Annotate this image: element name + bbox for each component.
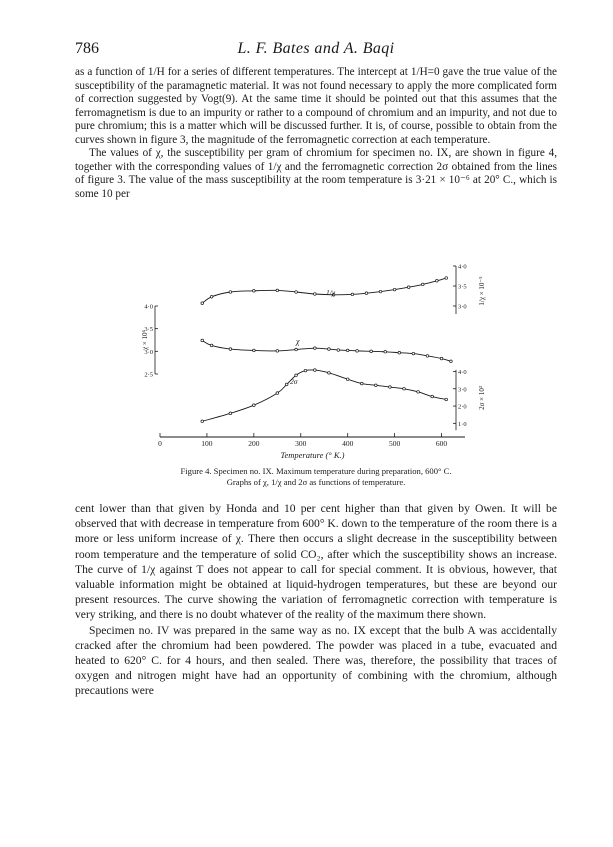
data-point — [328, 372, 331, 375]
data-point — [201, 420, 204, 423]
data-point — [314, 369, 317, 372]
data-point — [379, 290, 382, 293]
data-point — [389, 386, 392, 389]
series-line-0 — [202, 278, 446, 303]
series-line-2 — [202, 370, 446, 421]
bottom-right-tick-label: 4·0 — [458, 368, 467, 376]
data-point — [229, 348, 232, 351]
data-point — [276, 350, 279, 353]
paragraph: cent lower than that given by Honda and 10 per cent higher than that given by Owen. It will be observed that with decrease in temperature from 600° K. down to the temperature of the room there is a more or less uniform increase of χ. There then occurs a slight decrease in the susceptibility between room temperature and the temperature of solid CO₂, after which the susceptibility shows an increase. The curve of 1/χ against T does not appear to call for special comment. It is obvious, however, that valuable information might be obtained at liquid-hydrogen temperatures, but these are beyond our present resources. The curve showing the variation of ferromagnetic correction with temperature is very striking, and there is no doubt whatever of the reality of the maximum there shown. — [75, 502, 557, 622]
data-point — [201, 302, 204, 305]
x-tick-label: 500 — [388, 439, 401, 448]
data-point — [328, 348, 331, 351]
data-point — [431, 395, 434, 398]
top-right-tick-label: 3·5 — [458, 283, 467, 291]
data-point — [337, 349, 340, 352]
bottom-right-tick-label: 3·0 — [458, 386, 467, 394]
page-number: 786 — [75, 40, 99, 57]
bottom-right-tick-label: 2·0 — [458, 403, 467, 411]
data-point — [304, 369, 307, 372]
x-tick-label: 200 — [248, 439, 260, 448]
data-point — [375, 384, 378, 387]
x-axis-label: Temperature (° K.) — [280, 450, 345, 460]
data-point — [426, 355, 429, 358]
data-point — [285, 383, 288, 386]
data-point — [356, 350, 359, 353]
top-right-tick-label: 3·0 — [458, 303, 467, 311]
paragraph: Specimen no. IV was prepared in the same way as no. IX except that the bulb A was accidentally cracked after the chromium had been powdered. The powder was placed in a tube, evacuated and heated to 620° C. for 4 hours, and then sealed. There was, therefore, the possibility that traces of oxygen and nitrogen might have had an opportunity of combining with the chromium, although precautions were — [75, 623, 557, 698]
data-point — [314, 293, 317, 296]
data-point — [398, 351, 401, 354]
data-point — [346, 378, 349, 381]
x-tick-label: 400 — [342, 439, 354, 448]
data-point — [421, 283, 424, 286]
paragraph: The values of χ, the susceptibility per gram of chromium for specimen no. IX, are shown in figure 4, together with the corresponding values of 1/χ and the ferromagnetic correction 2σ obtained from the lines of figure 3. The value of the mass susceptibility at the room temperature is 3·21 × 10⁻⁶ at 20° C., which is some 10 per — [75, 147, 557, 200]
data-point — [253, 349, 256, 352]
data-point — [351, 293, 354, 296]
caption-line: Graphs of χ, 1/χ and 2σ as functions of temperature. — [226, 476, 406, 487]
data-point — [445, 277, 448, 280]
left-tick-label: 4·0 — [144, 303, 153, 311]
data-point — [440, 357, 443, 360]
data-point — [210, 344, 213, 347]
text-block-bottom — [75, 501, 557, 699]
left-axis-label: χ × 10⁶ — [141, 330, 149, 350]
left-tick-label: 3·5 — [144, 326, 153, 334]
bottom-right-axis-label: 2σ × 10³ — [478, 386, 486, 410]
data-point — [365, 292, 368, 295]
left-tick-label: 2·5 — [144, 371, 153, 379]
data-point — [314, 347, 317, 350]
series-label-two-sigma: 2σ — [290, 377, 298, 386]
data-point — [295, 348, 298, 351]
data-point — [360, 382, 363, 385]
data-point — [346, 349, 349, 352]
caption-line: Figure 4. Specimen no. IX. Maximum temperature during preparation, 600° C. — [180, 466, 452, 476]
data-point — [417, 391, 420, 394]
left-tick-label: 3·0 — [144, 348, 153, 356]
data-point — [403, 387, 406, 390]
data-point — [276, 392, 279, 395]
data-point — [436, 280, 439, 283]
data-point — [253, 404, 256, 407]
data-point — [384, 350, 387, 353]
x-tick-label: 100 — [201, 439, 213, 448]
data-point — [253, 290, 256, 293]
data-point — [412, 352, 415, 355]
data-point — [295, 291, 298, 294]
top-right-tick-label: 4·0 — [458, 263, 467, 271]
paragraph: as a function of 1/H for a series of different temperatures. The intercept at 1/H=0 gave the true value of the susceptibility of the paramagnetic material. It was not found necessary to apply the more complicated form of correction suggested by Vogt(9). At the same time it should be pointed out that this assumes that the ferromagnetism is due to an impurity or rather to a compound of chromium and an impurity, and not due to pure chromium; this is a matter which will be discussed further. It is, of course, possible to obtain from the curves shown in figure 3, the magnitude of the ferromagnetic correction at each temperature. — [75, 66, 557, 146]
data-point — [393, 288, 396, 291]
data-point — [229, 412, 232, 415]
running-head-authors: L. F. Bates and A. Baqi — [237, 40, 395, 57]
figure-caption — [75, 466, 557, 487]
data-point — [276, 289, 279, 292]
x-tick-label: 600 — [435, 439, 448, 448]
x-tick-label: 0 — [158, 439, 162, 448]
data-point — [201, 339, 204, 342]
data-point — [370, 350, 373, 353]
data-point — [229, 291, 232, 294]
data-point — [450, 360, 453, 363]
top-right-axis-label: 1/χ × 10⁻⁵ — [478, 276, 486, 306]
data-point — [407, 286, 410, 289]
series-line-1 — [202, 340, 451, 361]
bottom-right-tick-label: 1·0 — [458, 420, 467, 428]
data-point — [210, 296, 213, 299]
data-point — [445, 398, 448, 401]
series-label-chi: χ — [296, 337, 300, 346]
x-tick-label: 300 — [295, 439, 307, 448]
series-label-inv-chi: 1/χ — [326, 288, 336, 297]
